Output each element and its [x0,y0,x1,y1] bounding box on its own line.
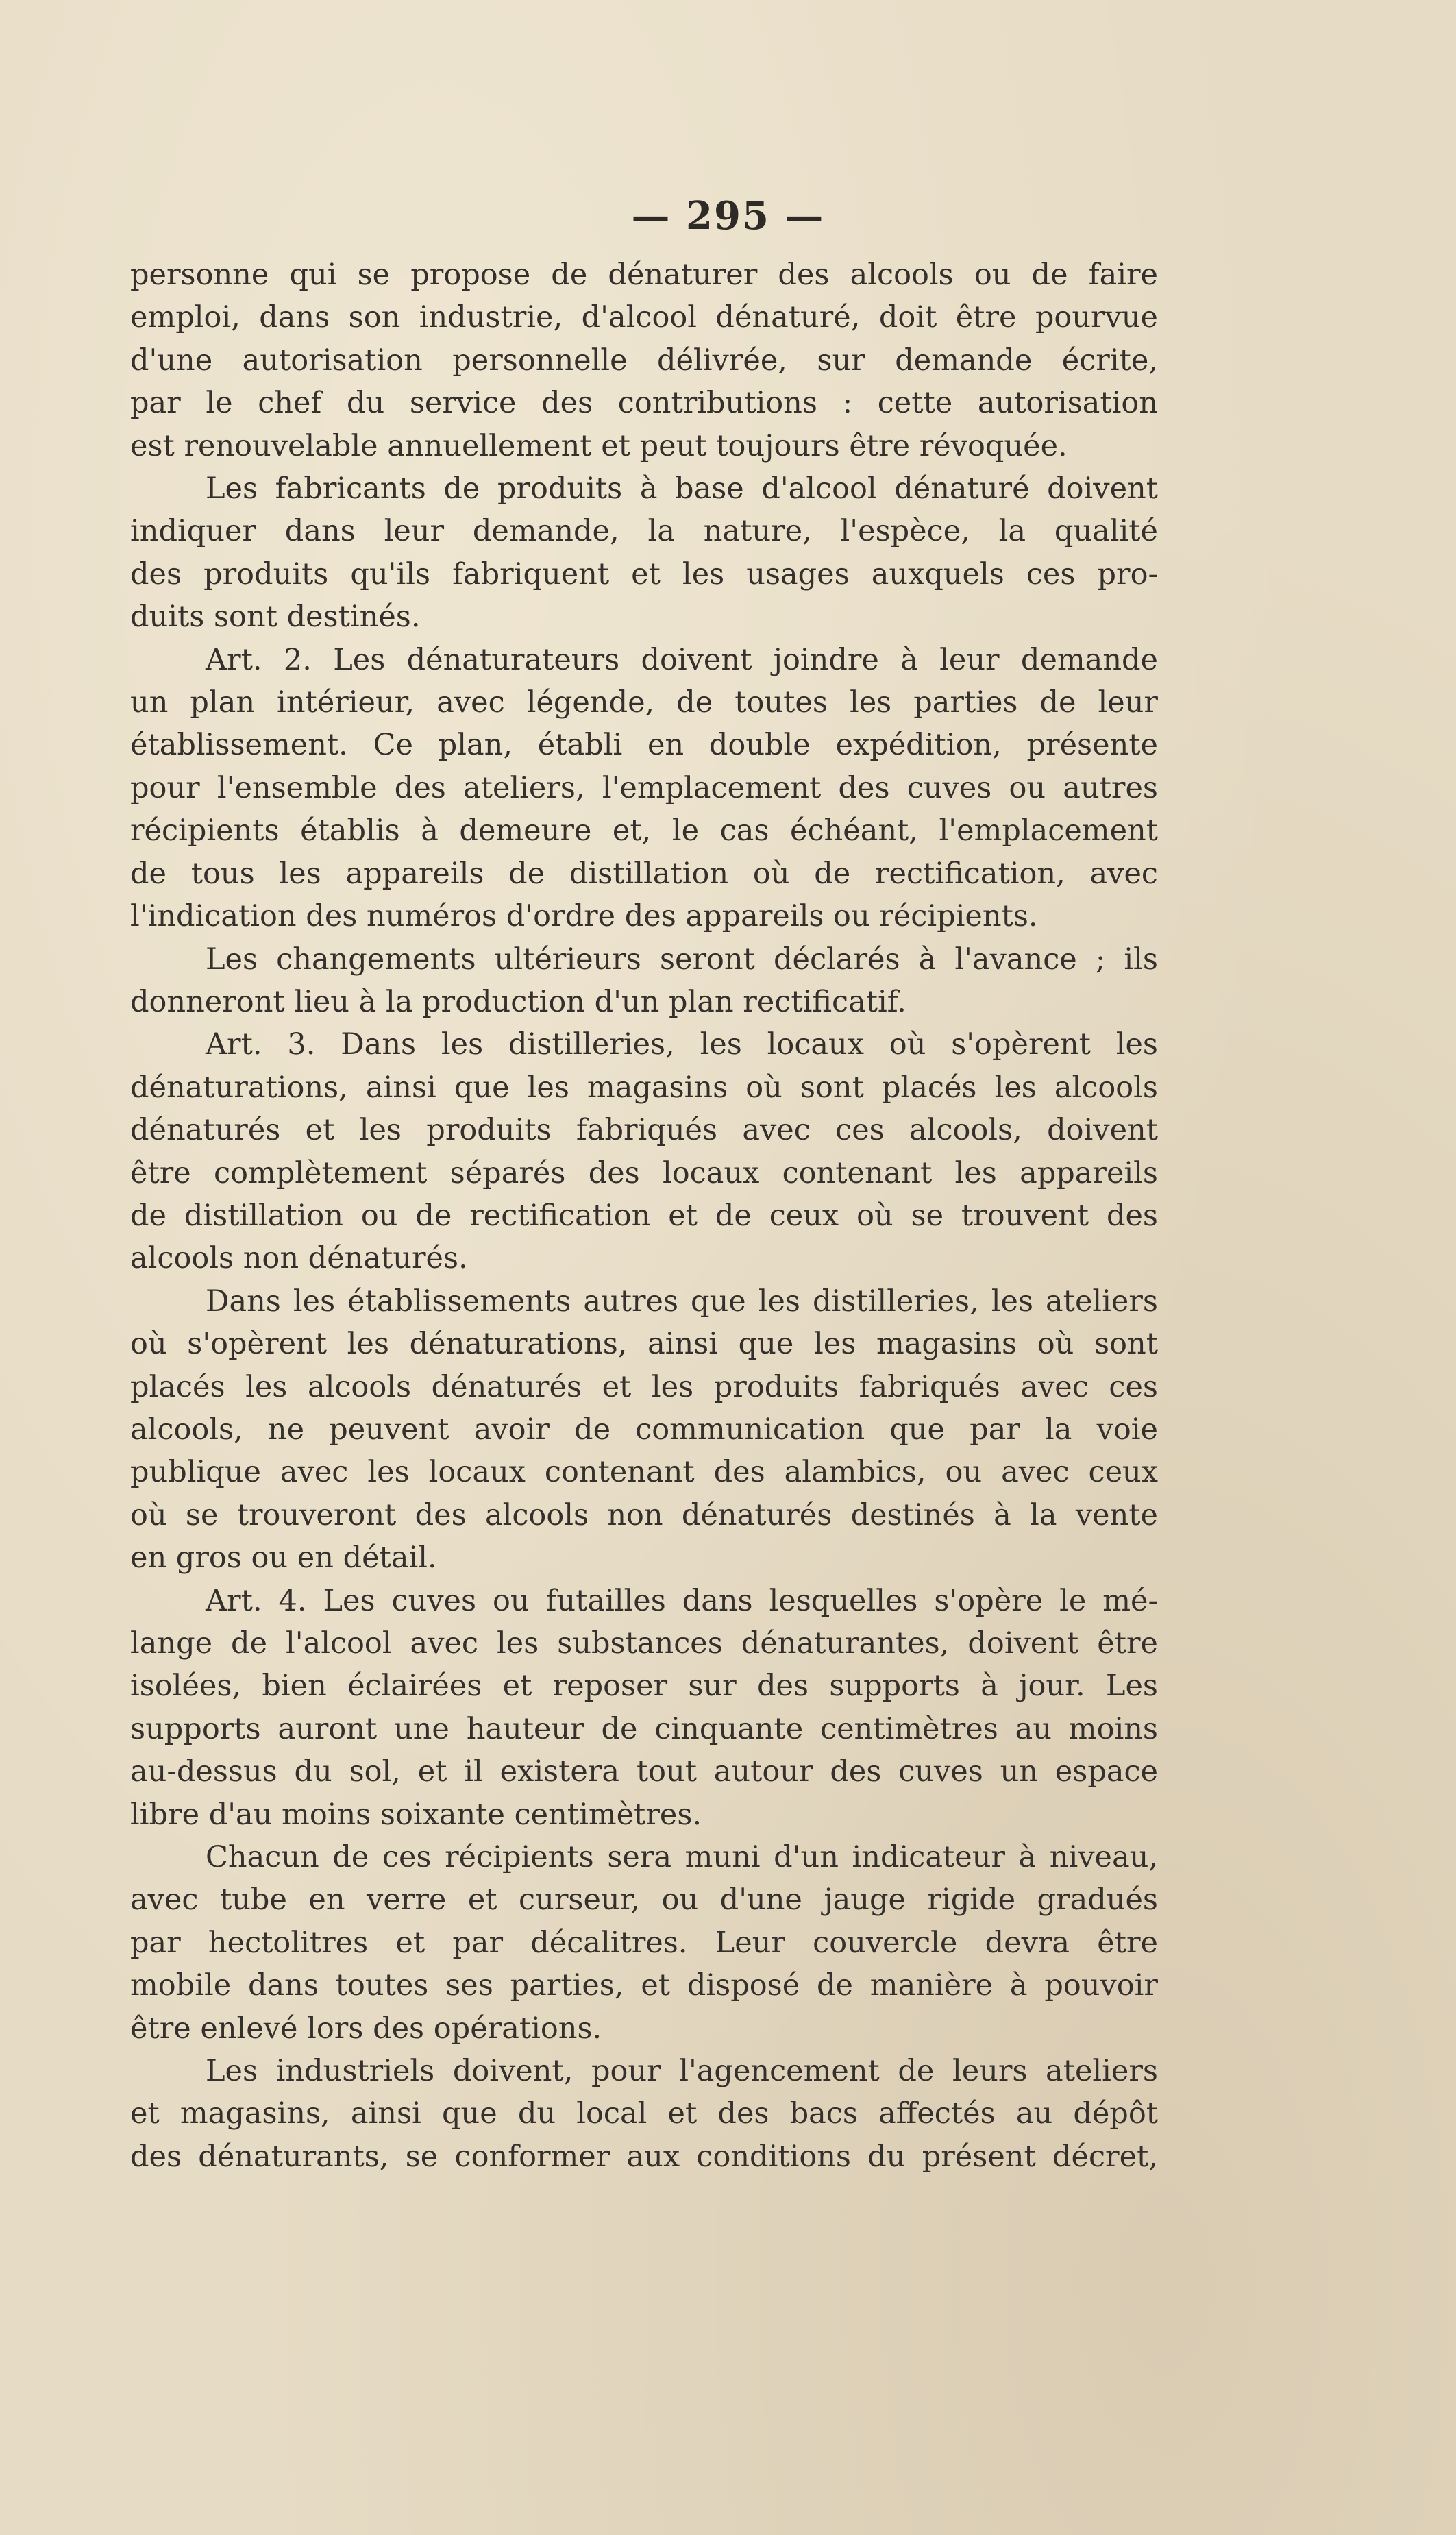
text-line: isolées, bien éclairées et reposer sur des supports à jour. Les [130,1669,1158,1704]
text-line: Les industriels doivent, pour l'agencement de leurs ateliers [206,2054,1158,2089]
text-line: être complètement séparés des locaux contenant les appareils [130,1155,1158,1190]
text-line: Les fabricants de produits à base d'alcool dénaturé doivent [206,472,1158,506]
text-line: des produits qu'ils fabriquent et les usages auxquels ces pro- [130,556,1158,591]
text-line: emploi, dans son industrie, d'alcool dénaturé, doit être pourvue [130,300,1158,335]
text-line: dénaturés et les produits fabriqués avec ces alcools, doivent [130,1113,1158,1148]
text-line: par le chef du service des contributions : cette autorisation [130,386,1158,421]
text-line: avec tube en verre et curseur, ou d'une jauge rigide gradués [130,1883,1158,1918]
text-line: et magasins, ainsi que du local et des bacs affectés au dépôt [130,2096,1158,2131]
text-line: publique avec les locaux contenant des alambics, ou avec ceux [130,1455,1158,1490]
text-line: personne qui se propose de dénaturer des alcools ou de faire [130,258,1158,292]
text-line: alcools, ne peuvent avoir de communication que par la voie [130,1412,1158,1447]
text-line: libre d'au moins soixante centimètres. [130,1797,702,1832]
text-line: en gros ou en détail. [130,1541,437,1576]
text-line: établissement. Ce plan, établi en double expédition, présente [130,728,1158,763]
text-line: récipients établis à demeure et, le cas échéant, l'emplacement [130,813,1158,848]
text-line: mobile dans toutes ses parties, et disposé de manière à pouvoir [130,1968,1158,2003]
text-line: Dans les établissements autres que les distilleries, les ateliers [206,1284,1158,1319]
text-line: pour l'ensemble des ateliers, l'emplacement des cuves ou autres [130,770,1158,805]
text-line: donneront lieu à la production d'un plan rectificatif. [130,984,906,1019]
text-line: des dénaturants, se conformer aux conditions du présent décret, [130,2139,1158,2174]
text-line: être enlevé lors des opérations. [130,2011,602,2046]
text-line: un plan intérieur, avec légende, de toutes les parties de leur [130,685,1158,720]
text-line: est renouvelable annuellement et peut toujours être révoquée. [130,428,1068,463]
text-line: Chacun de ces récipients sera muni d'un indicateur à niveau, [206,1840,1158,1875]
text-line: alcools non dénaturés. [130,1241,468,1276]
text-line: l'indication des numéros d'ordre des appareils ou récipients. [130,899,1038,934]
text-line: Art. 2. Les dénaturateurs doivent joindre à leur demande [206,642,1158,677]
text-line: Art. 4. Les cuves ou futailles dans lesquelles s'opère le mé- [206,1583,1158,1618]
text-line: où se trouveront des alcools non dénaturés destinés à la vente [130,1497,1158,1532]
text-line: duits sont destinés. [130,600,421,635]
text-line: lange de l'alcool avec les substances dénaturantes, doivent être [130,1626,1158,1661]
text-line: de tous les appareils de distillation où de rectification, avec [130,856,1158,891]
text-line: où s'opèrent les dénaturations, ainsi que les magasins où sont [130,1327,1158,1362]
text-line: Les changements ultérieurs seront déclarés à l'avance ; ils [206,942,1158,977]
text-line: indiquer dans leur demande, la nature, l'espèce, la qualité [130,514,1158,549]
text-line: dénaturations, ainsi que les magasins où sont placés les alcools [130,1070,1158,1105]
text-line: au-dessus du sol, et il existera tout autour des cuves un espace [130,1754,1158,1789]
text-line: placés les alcools dénaturés et les produits fabriqués avec ces [130,1369,1158,1404]
text-line: de distillation ou de rectification et de ceux où se trouvent des [130,1198,1158,1233]
body-text [130,254,1158,2178]
text-line: par hectolitres et par décalitres. Leur couvercle devra être [130,1925,1158,1960]
page-number: — 295 — [631,193,825,238]
text-line: d'une autorisation personnelle délivrée, sur demande écrite, [130,343,1158,378]
text-line: Art. 3. Dans les distilleries, les locaux où s'opèrent les [206,1027,1158,1062]
text-line: supports auront une hauteur de cinquante centimètres au moins [130,1711,1158,1746]
